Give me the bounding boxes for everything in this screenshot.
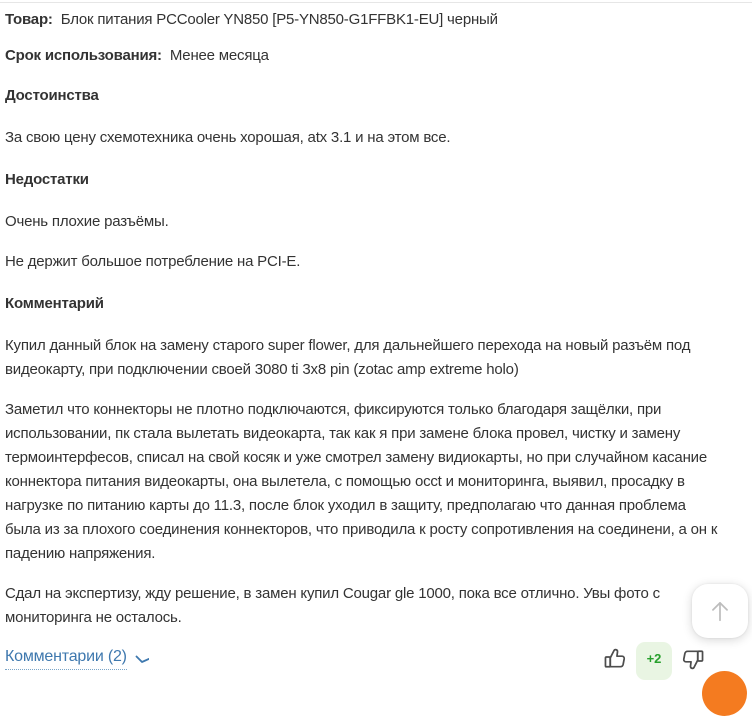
thumb-up-button[interactable]	[602, 646, 628, 675]
pros-title: Достоинства	[5, 87, 99, 104]
thumb-down-button[interactable]	[680, 646, 706, 675]
cons-text-1: Очень плохие разъёмы.	[5, 213, 169, 230]
usage-label: Срок использования:	[5, 47, 162, 64]
pros-text: За свою цену схемотехника очень хорошая, atx 3.1 и на этом все.	[5, 129, 451, 146]
product-label: Товар:	[5, 11, 53, 28]
chevron-down-icon	[135, 655, 149, 664]
cons-title: Недостатки	[5, 171, 89, 188]
comment-text-2: Заметил что коннекторы не плотно подключаются, фиксируются только благодаря защёлки, при использовании, пк стала вылетать видеокарта, так как я при замене блока провел, чистку и замену термоинтерфесов, списал на свой косяк и уже смотрел замену видиокарты, но при случайном касание коннектора питания видеокарты, она вылетела, с помощью occt и мониторинга, выявил, просадку в нагрузке по питанию карты до 11.3, после блок уходил в защиту, предполагаю что данная проблема была из за плохого соединения коннекторов, что приводила к росту сопротивления на соединени, а он к падению напряжения.	[5, 401, 718, 562]
product-row	[5, 10, 718, 30]
comment-text-3: Сдал на экспертизу, жду решение, в замен купил Cougar gle 1000, пока все отлично. Увы фото с мониторинга не осталось.	[5, 585, 660, 626]
vote-controls	[602, 642, 706, 680]
thumb-up-icon	[602, 646, 628, 672]
usage-row	[5, 46, 718, 66]
comments-toggle-link[interactable]	[5, 648, 149, 670]
product-value: Блок питания PCCooler YN850 [P5-YN850-G1FFBK1-EU] черный	[60, 11, 498, 28]
chat-fab-button[interactable]	[702, 671, 747, 716]
thumb-down-icon	[680, 646, 706, 672]
comment-text-1: Купил данный блок на замену старого super flower, для дальнейшего перехода на новый разъём под видеокарту, при подключении своей 3080 ti 3x8 pin (zotac amp extreme holo)	[5, 337, 691, 378]
usage-value: Менее месяца	[169, 47, 269, 64]
review-footer	[5, 642, 718, 680]
arrow-up-icon	[707, 598, 733, 624]
cons-text-2: Не держит большое потребление на PCI-E.	[5, 253, 301, 270]
scroll-to-top-button[interactable]	[692, 584, 748, 638]
comment-title: Комментарий	[5, 295, 104, 312]
likes-count-badge	[636, 642, 672, 680]
likes-count: +2	[646, 651, 662, 666]
comments-link-label: Комментарии (2)	[5, 648, 127, 670]
